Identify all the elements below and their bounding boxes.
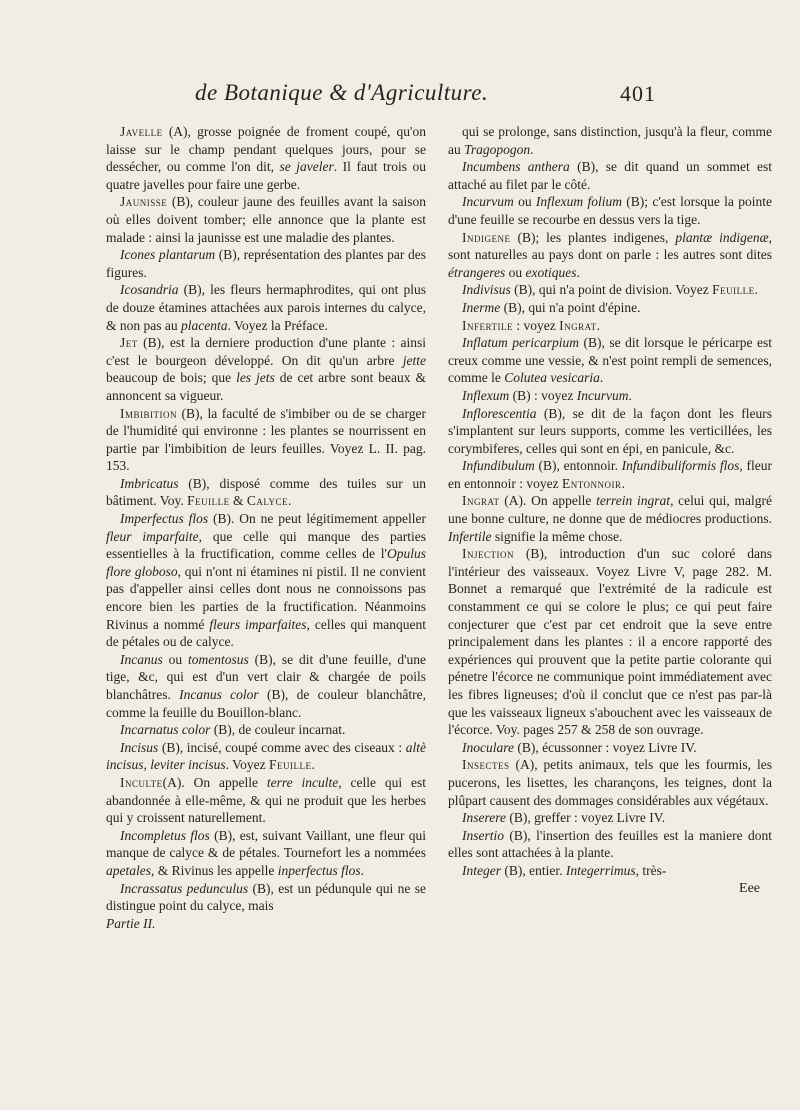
entry-text: (B), qui n'a point d'épine.: [500, 299, 641, 315]
page-header: [0, 80, 800, 120]
entry-text: , celui qui, malgré une bonne culture, ne donne que de médiocres productions.: [448, 493, 773, 527]
entry-text: (B), introduction d'un suc coloré dans l'intérieur des vaisseaux. Voyez Livre V, page 282. M. Bonnet a remarqué que l'extrémité de la radicule est constamment ce qui se colore le plus; ce qui peut faire conjecturer que c'est par cet endroit que la seve entre principalement dans les plantes : il a encore rapporté des expériences qui prouvent que la petite partie colorante qui pénetre l'écorce ne communique point immédiatement avec les fibres ligneuses; d'où il conclut que ce n'est pas par-là que les vaisseaux ligneux s'abouchent avec les vaisseaux de l'écorce. Voy. pages 257 & 258 de son ouvrage.: [448, 546, 772, 738]
italic-term: Inerme: [462, 299, 501, 315]
italic-term: Integer: [462, 862, 501, 878]
italic-term: Incanus color: [179, 687, 259, 702]
entry-text: , qui n'ont ni étamines ni pistil. Il ne convient pas d'appeller ainsi celles dont nous ne connoissons pas encore bien les parties de la fructification. Néanmoins Rivinus a nommé: [106, 563, 426, 632]
entry-headword: Feuille: [268, 757, 312, 773]
italic-term: Infertile: [448, 528, 492, 544]
entry-text: (A). On appelle: [499, 493, 597, 509]
italic-term: Inflorescentia: [462, 405, 537, 421]
entry-headword: Insectes: [462, 757, 510, 773]
italic-term: fleurs imparfaites: [209, 616, 307, 632]
column-footer: [106, 915, 426, 933]
entry-paragraph: [106, 475, 426, 510]
entry-text: (B) : voyez: [509, 387, 577, 403]
entry-text: , & Rivinus les appelle: [151, 862, 278, 878]
italic-term: exotiques: [525, 264, 577, 280]
entry-headword: Javelle: [120, 124, 163, 139]
italic-term: Incanus: [120, 651, 163, 667]
entry-paragraph: [448, 158, 772, 193]
entry-text: , celles qui manquent de pétales ou de calyce.: [106, 616, 426, 650]
italic-term: tomentosus: [187, 651, 249, 667]
italic-term: Tragopogon: [464, 141, 531, 157]
entry-text: (B), écussonner : voyez Livre IV.: [513, 739, 697, 755]
entry-text: de cet arbre sont beaux & annoncent sa vigueur.: [106, 370, 426, 403]
entry-paragraph: [448, 193, 772, 228]
entry-paragraph: [106, 651, 426, 721]
entry-text: .: [288, 493, 292, 509]
entry-text: (B), les fleurs hermaphrodites, qui ont plus de douze étamines attachées aux parois internes du calyce, & non pas au: [106, 282, 426, 333]
entry-paragraph: [106, 827, 426, 880]
italic-term: plantæ indigenæ: [675, 229, 769, 245]
italic-term: Icosandria: [120, 282, 179, 298]
entry-text: . Voyez la Préface.: [227, 317, 328, 333]
entry-headword: Inculte: [120, 774, 163, 790]
italic-term: Incumbens anthera: [462, 159, 570, 175]
italic-term: Incompletus flos: [120, 827, 210, 843]
entry-text: signifie la même chose.: [491, 528, 623, 544]
entry-paragraph: [448, 545, 772, 739]
entry-text: beaucoup de bois; que: [106, 370, 237, 386]
left-column: [106, 123, 426, 932]
entry-text: .: [628, 387, 632, 403]
entry-text: (B), entonnoir.: [534, 458, 622, 474]
italic-term: Incurvum: [576, 387, 629, 403]
italic-term: Inoculare: [462, 739, 514, 755]
italic-term: Inserere: [462, 810, 506, 826]
entry-text: (B), disposé comme des tuiles sur un bâtiment. Voy.: [106, 475, 426, 509]
italic-term: Infundibulum: [462, 458, 535, 474]
italic-term: Inflexum folium: [535, 194, 622, 210]
entry-text: (B), est, suivant Vaillant, une fleur qui manque de calyce & de pétales. Tournefort les a nommées: [106, 827, 426, 861]
entry-paragraph: [448, 334, 772, 387]
entry-text: .: [360, 862, 364, 878]
entry-text: (A), grosse poignée de froment coupé, qu'on laisse sur le champ pendant quelques jours, pour se dessécher, ou comme l'on dit,: [106, 124, 426, 175]
italic-term: Indivisus: [462, 282, 511, 298]
italic-term: altè incisus, leviter incisus: [106, 739, 426, 773]
entry-paragraph: [106, 880, 426, 915]
entry-text: (B), de couleur incarnat.: [210, 722, 346, 738]
entry-paragraph: [448, 123, 772, 158]
entry-text: .: [311, 757, 315, 773]
entry-paragraph: [448, 809, 772, 827]
entry-text: (A). On appelle: [162, 774, 267, 790]
italic-term: jette: [402, 352, 426, 368]
entry-text: .: [530, 141, 534, 157]
entry-paragraph: [106, 123, 426, 193]
running-title: de Botanique & d'Agriculture.: [195, 80, 489, 105]
entry-text: (B), de couleur blanchâtre, comme la feuille du Bouillon-blanc.: [106, 687, 427, 720]
entry-text: (B), la faculté de s'imbiber ou de se charger de l'humidité qui environne : les plantes se nourrissent en partie par l'imbibition de leurs feuilles. Voyez L. II. pag. 153.: [106, 405, 426, 474]
entry-paragraph: [106, 774, 426, 827]
entry-paragraph: [106, 510, 426, 651]
entry-text: (B), incisé, coupé comme avec des ciseaux :: [158, 739, 406, 755]
entry-text: ou: [513, 194, 536, 210]
entry-text: (B), qui n'a point de division. Voyez: [510, 282, 713, 298]
entry-text: (B), greffer : voyez Livre IV.: [505, 810, 666, 826]
entry-text: (B), se dit de la façon dont les fleurs s'implantent sur leurs supports, comme les verticillées, les corymbiferes, celles qui sont en épi, en panicule, &c.: [448, 405, 772, 456]
entry-paragraph: [448, 387, 772, 405]
italic-term: Imbricatus: [120, 475, 179, 491]
italic-term: placenta: [181, 317, 228, 333]
entry-paragraph: [106, 739, 426, 774]
entry-text: (B), est la derniere production d'une plante : ainsi c'est le bourgeon développé. On dit qu'un arbre: [106, 335, 426, 368]
entry-text: (B), se dit lorsque le péricarpe est creux comme une vessie, & n'est point rempli de semences, comme le: [448, 335, 772, 386]
italic-term: terre inculte: [266, 774, 339, 790]
entry-text: , très-: [635, 862, 667, 878]
right-column: [448, 123, 772, 897]
entry-headword: Jet: [120, 335, 138, 351]
entry-paragraph: [448, 756, 772, 809]
italic-term: Incrassatus pedunculus: [120, 880, 249, 896]
entry-paragraph: [106, 281, 426, 334]
signature-line: Partie II.: [106, 915, 156, 931]
italic-term: Inflatum pericarpium: [462, 335, 579, 351]
italic-term: Colutea vesicaria: [504, 370, 600, 386]
italic-term: Incisus: [120, 739, 159, 755]
entry-paragraph: [106, 721, 426, 739]
entry-text: (B), couleur jaune des feuilles avant la saison où elles doivent tomber; elle annonce que la plante est malade : ainsi la jaunisse est une maladie des plantes.: [106, 194, 426, 245]
entry-text: . Voyez: [225, 757, 269, 773]
entry-text: : voyez: [512, 317, 560, 333]
sheet-signature: Eee: [739, 880, 760, 896]
entry-text: .: [754, 282, 759, 298]
entry-headword: Feuille: [187, 493, 230, 509]
entry-headword: Ingrat: [559, 317, 597, 333]
entry-text: (B), l'insertion des feuilles est la maniere dont elles sont attachées à la plante.: [448, 827, 772, 861]
entry-text: (B), est un pédunqule qui ne se distingue point du calyce, mais: [106, 880, 426, 914]
entry-paragraph: [448, 405, 772, 458]
entry-paragraph: [448, 739, 772, 757]
entry-headword: Imbibition: [120, 405, 177, 421]
entry-text: , que celle qui manque des parties essentielles à la fructification, comme celles de l': [106, 528, 426, 562]
italic-term: Icones plantarum: [120, 247, 216, 263]
entry-paragraph: [448, 457, 772, 492]
entry-text: .: [596, 317, 600, 333]
italic-term: Infundibuliformis flos: [621, 458, 740, 474]
italic-term: Imperfectus flos: [120, 511, 209, 527]
entry-text: (B); c'est lorsque la pointe d'une feuille se recourbe en dessus vers la tige.: [448, 194, 772, 227]
italic-term: Integerrimus: [565, 862, 636, 878]
entry-headword: Calyce: [246, 493, 289, 509]
entry-text: .: [621, 475, 625, 491]
italic-term: Inflexum: [462, 387, 510, 403]
entry-text: , sont naturelles au pays dont on parle : les autres sont dites: [448, 229, 772, 263]
page-number: 401: [620, 81, 656, 106]
entry-paragraph: [448, 299, 772, 317]
entry-text: , fleur en entonnoir : voyez: [448, 458, 773, 491]
entry-headword: Feuille: [712, 282, 755, 298]
italic-term: Insertio: [462, 827, 504, 843]
entry-text: ou: [162, 651, 188, 667]
entry-text: (B), se dit d'une feuille, d'une tige, &c, qui est d'un vert clair & chargée de poils blanchâtres.: [106, 651, 426, 702]
entry-headword: Infertile: [462, 317, 513, 333]
entry-text: &: [229, 493, 247, 509]
entry-headword: Ingrat: [462, 493, 500, 509]
entry-text: .: [599, 370, 604, 386]
entry-paragraph: [448, 492, 772, 545]
entry-paragraph: [448, 862, 772, 880]
italic-term: fleur imparfaite: [106, 528, 199, 544]
entry-headword: Jaunisse: [120, 194, 168, 210]
italic-term: Incarnatus color: [120, 722, 211, 738]
entry-text: (B), entier.: [500, 862, 566, 878]
entry-text: (B). On ne peut légitimement appeller: [208, 511, 426, 527]
entry-text: , celle qui est abandonnée à elle-même, & qui ne produit que les herbes qui y croissent naturellement.: [106, 774, 426, 826]
italic-term: apetales: [106, 862, 151, 878]
entry-headword: Indigene: [462, 229, 511, 245]
entry-paragraph: [448, 229, 772, 282]
entry-text: (B), représentation des plantes par des figures.: [106, 247, 426, 280]
entry-headword: Injection: [462, 546, 514, 562]
italic-term: se javeler: [279, 159, 334, 175]
entry-text: (A), petits animaux, tels que les fourmis, les pucerons, les lisettes, les charançons, les teignes, dont la plûpart causent des dommages considérables aux végétaux.: [448, 757, 772, 808]
entry-text: (B), se dit quand un sommet est attaché au filet par le côté.: [448, 159, 772, 192]
entry-paragraph: [106, 334, 426, 404]
italic-term: les jets: [236, 370, 275, 386]
entry-paragraph: [448, 827, 772, 862]
entry-paragraph: [106, 246, 426, 281]
italic-term: Opulus flore globoso: [106, 546, 426, 579]
entry-paragraph: [106, 193, 426, 246]
italic-term: étrangeres: [448, 264, 506, 280]
italic-term: terrein ingrat: [596, 493, 671, 509]
entry-paragraph: [448, 317, 772, 335]
entry-text: qui se prolonge, sans distinction, jusqu'à la fleur, comme au: [448, 124, 772, 157]
entry-paragraph: [448, 281, 772, 299]
entry-text: (B); les plantes indigenes,: [510, 229, 676, 245]
entry-headword: Entonnoir: [561, 475, 622, 491]
entry-text: .: [576, 264, 580, 280]
italic-term: inperfectus flos: [277, 862, 361, 878]
entry-paragraph: [106, 405, 426, 475]
entry-text: . Il faut trois ou quatre javelles pour faire une gerbe.: [106, 159, 426, 192]
italic-term: Incurvum: [462, 194, 514, 210]
entry-text: ou: [505, 264, 526, 280]
